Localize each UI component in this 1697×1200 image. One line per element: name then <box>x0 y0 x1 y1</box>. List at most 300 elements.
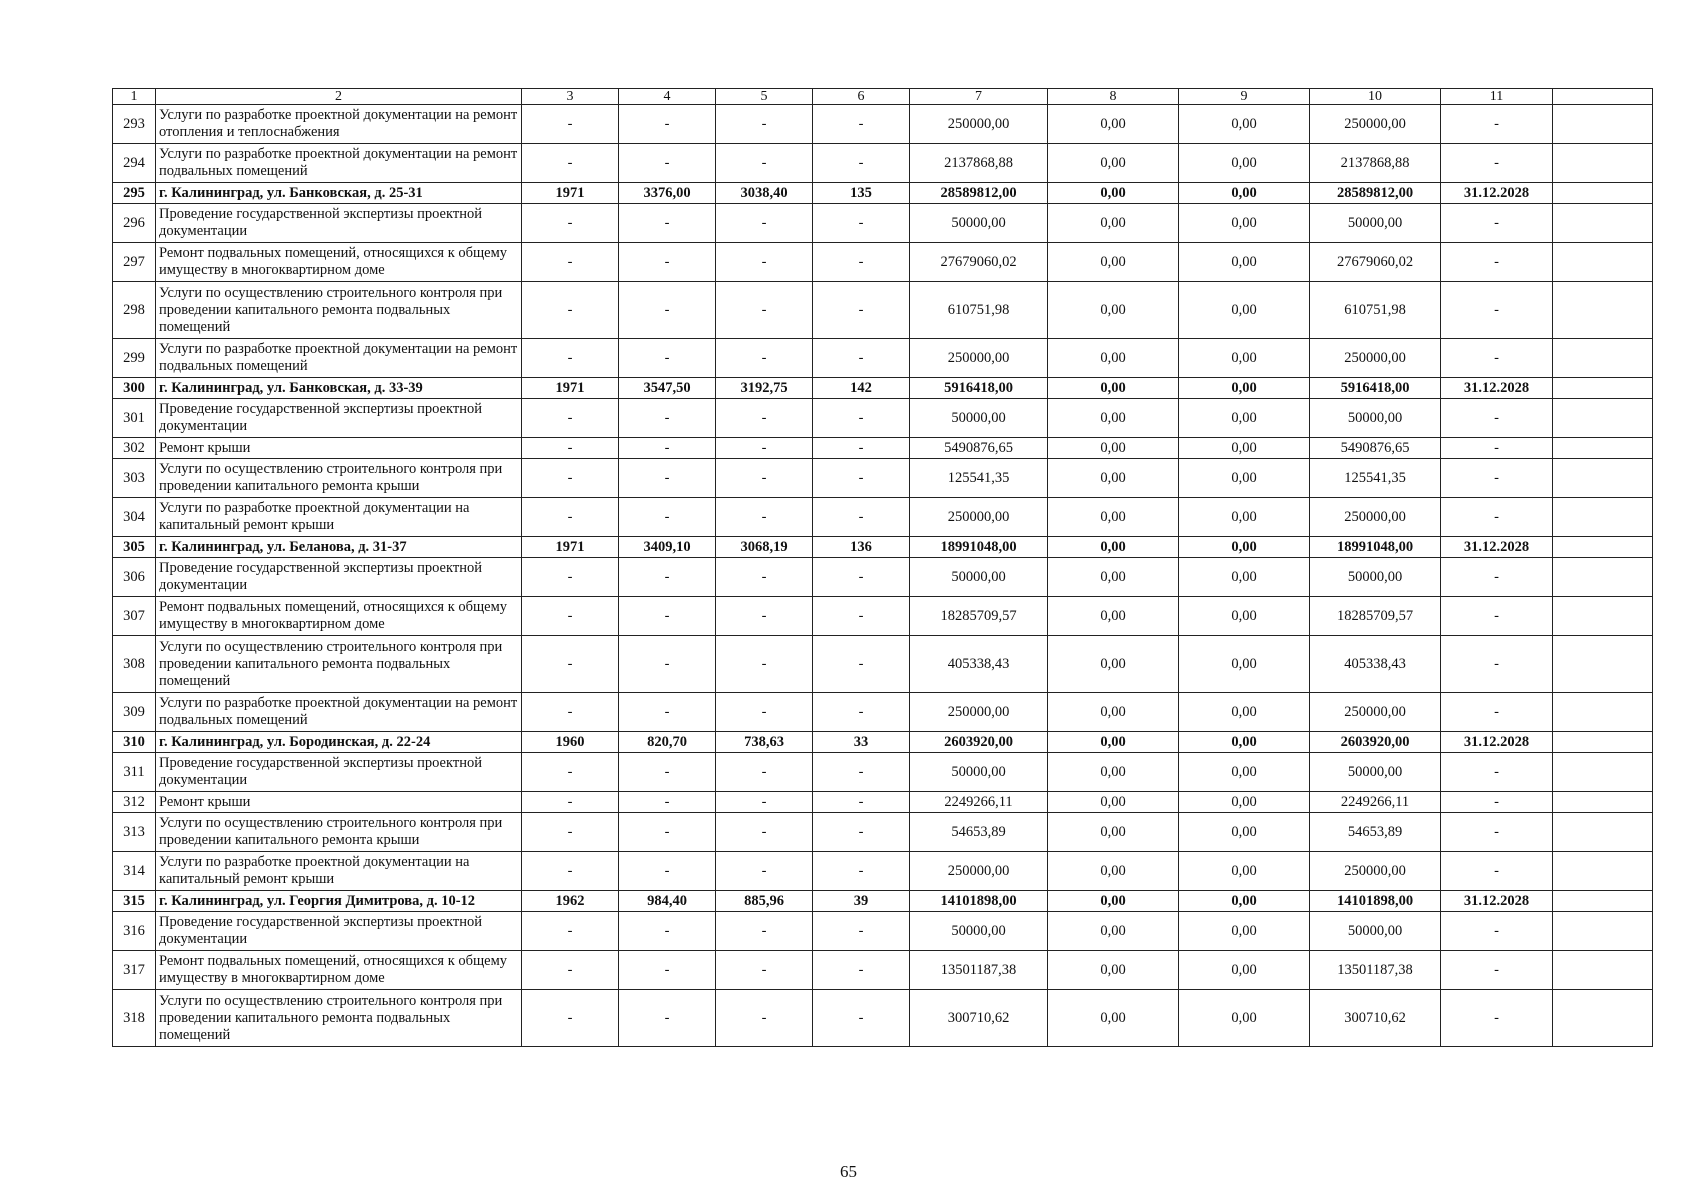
address-row <box>113 891 1653 912</box>
item-name-cell: Услуги по разработке проектной документации на ремонт подвальных помещений <box>156 339 522 378</box>
col6-cell: - <box>813 282 910 339</box>
blank-cell <box>1553 243 1653 282</box>
col7-cell: 50000,00 <box>910 912 1048 951</box>
col6-cell: - <box>813 912 910 951</box>
blank-cell <box>1553 693 1653 732</box>
blank-cell <box>1553 339 1653 378</box>
col7-cell: 27679060,02 <box>910 243 1048 282</box>
item-name-cell: Ремонт подвальных помещений, относящихся к общему имуществу в многоквартирном доме <box>156 243 522 282</box>
table-row <box>113 990 1653 1047</box>
table-row <box>113 813 1653 852</box>
col7-cell: 125541,35 <box>910 459 1048 498</box>
col11-cell: - <box>1441 990 1553 1047</box>
col11-cell: 31.12.2028 <box>1441 537 1553 558</box>
col10-cell: 5916418,00 <box>1310 378 1441 399</box>
col4-cell: - <box>619 951 716 990</box>
col10-cell: 18991048,00 <box>1310 537 1441 558</box>
row-number-cell: 315 <box>113 891 156 912</box>
row-number-cell: 309 <box>113 693 156 732</box>
col9-cell: 0,00 <box>1179 693 1310 732</box>
col4-cell: - <box>619 852 716 891</box>
row-number-cell: 312 <box>113 792 156 813</box>
row-number-cell: 310 <box>113 732 156 753</box>
col5-cell: - <box>716 459 813 498</box>
col3-cell: - <box>522 951 619 990</box>
col4-cell: - <box>619 459 716 498</box>
col8-cell: 0,00 <box>1048 183 1179 204</box>
col10-cell: 13501187,38 <box>1310 951 1441 990</box>
item-name-cell: Услуги по осуществлению строительного контроля при проведении капитального ремонта подвальных помещений <box>156 636 522 693</box>
col6-cell: - <box>813 813 910 852</box>
col6-cell: 39 <box>813 891 910 912</box>
col4-cell: - <box>619 990 716 1047</box>
col7-cell: 5490876,65 <box>910 438 1048 459</box>
table-row <box>113 558 1653 597</box>
row-number-cell: 307 <box>113 597 156 636</box>
row-number-cell: 293 <box>113 105 156 144</box>
col5-cell: - <box>716 243 813 282</box>
table-row <box>113 105 1653 144</box>
col11-cell: 31.12.2028 <box>1441 378 1553 399</box>
blank-cell <box>1553 282 1653 339</box>
table-row <box>113 912 1653 951</box>
col8-cell: 0,00 <box>1048 438 1179 459</box>
col3-cell: - <box>522 912 619 951</box>
col9-cell: 0,00 <box>1179 105 1310 144</box>
col3-cell: 1960 <box>522 732 619 753</box>
col8-cell: 0,00 <box>1048 732 1179 753</box>
col11-cell: - <box>1441 204 1553 243</box>
col11-cell: - <box>1441 243 1553 282</box>
col7-cell: 250000,00 <box>910 852 1048 891</box>
col3-cell: - <box>522 243 619 282</box>
col5-cell: - <box>716 399 813 438</box>
item-name-cell: г. Калининград, ул. Банковская, д. 33-39 <box>156 378 522 399</box>
blank-cell <box>1553 813 1653 852</box>
col4-cell: - <box>619 753 716 792</box>
col6-cell: - <box>813 792 910 813</box>
header-cell-5: 5 <box>716 89 813 105</box>
blank-cell <box>1553 753 1653 792</box>
col9-cell: 0,00 <box>1179 792 1310 813</box>
col4-cell: - <box>619 693 716 732</box>
col8-cell: 0,00 <box>1048 693 1179 732</box>
col9-cell: 0,00 <box>1179 183 1310 204</box>
col3-cell: 1962 <box>522 891 619 912</box>
col5-cell: 3068,19 <box>716 537 813 558</box>
col3-cell: - <box>522 399 619 438</box>
item-name-cell: Услуги по осуществлению строительного контроля при проведении капитального ремонта подвальных помещений <box>156 990 522 1047</box>
col10-cell: 27679060,02 <box>1310 243 1441 282</box>
col6-cell: - <box>813 951 910 990</box>
col4-cell: - <box>619 597 716 636</box>
col8-cell: 0,00 <box>1048 813 1179 852</box>
row-number-cell: 318 <box>113 990 156 1047</box>
col5-cell: - <box>716 753 813 792</box>
col5-cell: - <box>716 282 813 339</box>
col7-cell: 2249266,11 <box>910 792 1048 813</box>
item-name-cell: Услуги по осуществлению строительного контроля при проведении капитального ремонта крыши <box>156 813 522 852</box>
row-number-cell: 297 <box>113 243 156 282</box>
item-name-cell: Проведение государственной экспертизы проектной документации <box>156 753 522 792</box>
table-body <box>113 89 1653 1047</box>
address-row <box>113 732 1653 753</box>
table-row <box>113 597 1653 636</box>
col9-cell: 0,00 <box>1179 204 1310 243</box>
col7-cell: 50000,00 <box>910 558 1048 597</box>
col4-cell: - <box>619 243 716 282</box>
col6-cell: - <box>813 144 910 183</box>
table-row <box>113 438 1653 459</box>
col9-cell: 0,00 <box>1179 912 1310 951</box>
col6-cell: - <box>813 339 910 378</box>
col10-cell: 610751,98 <box>1310 282 1441 339</box>
col10-cell: 50000,00 <box>1310 558 1441 597</box>
col7-cell: 250000,00 <box>910 693 1048 732</box>
col6-cell: 135 <box>813 183 910 204</box>
blank-cell <box>1553 105 1653 144</box>
col10-cell: 250000,00 <box>1310 339 1441 378</box>
address-row <box>113 378 1653 399</box>
col9-cell: 0,00 <box>1179 459 1310 498</box>
row-number-cell: 302 <box>113 438 156 459</box>
col11-cell: - <box>1441 912 1553 951</box>
header-cell-6: 6 <box>813 89 910 105</box>
blank-cell <box>1553 891 1653 912</box>
col9-cell: 0,00 <box>1179 951 1310 990</box>
col5-cell: - <box>716 792 813 813</box>
col8-cell: 0,00 <box>1048 282 1179 339</box>
col8-cell: 0,00 <box>1048 105 1179 144</box>
row-number-cell: 311 <box>113 753 156 792</box>
col10-cell: 2603920,00 <box>1310 732 1441 753</box>
col6-cell: - <box>813 438 910 459</box>
col10-cell: 50000,00 <box>1310 399 1441 438</box>
table-row <box>113 693 1653 732</box>
col10-cell: 250000,00 <box>1310 693 1441 732</box>
item-name-cell: Ремонт подвальных помещений, относящихся к общему имуществу в многоквартирном доме <box>156 597 522 636</box>
col10-cell: 54653,89 <box>1310 813 1441 852</box>
header-cell-11: 11 <box>1441 89 1553 105</box>
col6-cell: - <box>813 459 910 498</box>
col11-cell: - <box>1441 459 1553 498</box>
col10-cell: 28589812,00 <box>1310 183 1441 204</box>
col8-cell: 0,00 <box>1048 144 1179 183</box>
item-name-cell: Проведение государственной экспертизы проектной документации <box>156 558 522 597</box>
col7-cell: 610751,98 <box>910 282 1048 339</box>
col4-cell: - <box>619 399 716 438</box>
col5-cell: 885,96 <box>716 891 813 912</box>
col11-cell: 31.12.2028 <box>1441 732 1553 753</box>
col5-cell: - <box>716 144 813 183</box>
col5-cell: - <box>716 204 813 243</box>
item-name-cell: Услуги по разработке проектной документации на ремонт подвальных помещений <box>156 693 522 732</box>
col9-cell: 0,00 <box>1179 597 1310 636</box>
col3-cell: - <box>522 282 619 339</box>
col8-cell: 0,00 <box>1048 891 1179 912</box>
col11-cell: - <box>1441 438 1553 459</box>
col11-cell: - <box>1441 399 1553 438</box>
item-name-cell: Проведение государственной экспертизы проектной документации <box>156 912 522 951</box>
blank-cell <box>1553 204 1653 243</box>
col6-cell: - <box>813 852 910 891</box>
col11-cell: - <box>1441 813 1553 852</box>
col11-cell: - <box>1441 282 1553 339</box>
col3-cell: - <box>522 693 619 732</box>
col10-cell: 50000,00 <box>1310 204 1441 243</box>
item-name-cell: Ремонт подвальных помещений, относящихся к общему имуществу в многоквартирном доме <box>156 951 522 990</box>
blank-cell <box>1553 183 1653 204</box>
col4-cell: - <box>619 558 716 597</box>
blank-cell <box>1553 537 1653 558</box>
col3-cell: 1971 <box>522 378 619 399</box>
col10-cell: 125541,35 <box>1310 459 1441 498</box>
col4-cell: 3409,10 <box>619 537 716 558</box>
col5-cell: - <box>716 852 813 891</box>
table-row <box>113 951 1653 990</box>
col6-cell: - <box>813 105 910 144</box>
item-name-cell: Услуги по разработке проектной документации на капитальный ремонт крыши <box>156 852 522 891</box>
col7-cell: 250000,00 <box>910 498 1048 537</box>
col9-cell: 0,00 <box>1179 498 1310 537</box>
blank-cell <box>1553 990 1653 1047</box>
col5-cell: - <box>716 498 813 537</box>
col9-cell: 0,00 <box>1179 438 1310 459</box>
col3-cell: - <box>522 558 619 597</box>
col3-cell: - <box>522 753 619 792</box>
blank-cell <box>1553 951 1653 990</box>
col5-cell: 738,63 <box>716 732 813 753</box>
col7-cell: 2603920,00 <box>910 732 1048 753</box>
item-name-cell: Проведение государственной экспертизы проектной документации <box>156 399 522 438</box>
col8-cell: 0,00 <box>1048 339 1179 378</box>
col11-cell: - <box>1441 597 1553 636</box>
col5-cell: - <box>716 990 813 1047</box>
item-name-cell: Ремонт крыши <box>156 438 522 459</box>
col10-cell: 50000,00 <box>1310 753 1441 792</box>
blank-cell <box>1553 852 1653 891</box>
blank-cell <box>1553 144 1653 183</box>
row-number-cell: 316 <box>113 912 156 951</box>
item-name-cell: Услуги по осуществлению строительного контроля при проведении капитального ремонта подвальных помещений <box>156 282 522 339</box>
row-number-cell: 306 <box>113 558 156 597</box>
row-number-cell: 298 <box>113 282 156 339</box>
col10-cell: 250000,00 <box>1310 852 1441 891</box>
table-row <box>113 792 1653 813</box>
col9-cell: 0,00 <box>1179 813 1310 852</box>
item-name-cell: Проведение государственной экспертизы проектной документации <box>156 204 522 243</box>
col3-cell: - <box>522 459 619 498</box>
col7-cell: 5916418,00 <box>910 378 1048 399</box>
col7-cell: 18285709,57 <box>910 597 1048 636</box>
col4-cell: - <box>619 813 716 852</box>
col3-cell: - <box>522 204 619 243</box>
col11-cell: - <box>1441 636 1553 693</box>
row-number-cell: 308 <box>113 636 156 693</box>
address-row <box>113 183 1653 204</box>
row-number-cell: 305 <box>113 537 156 558</box>
col3-cell: 1971 <box>522 183 619 204</box>
col10-cell: 14101898,00 <box>1310 891 1441 912</box>
col9-cell: 0,00 <box>1179 852 1310 891</box>
blank-cell <box>1553 597 1653 636</box>
col9-cell: 0,00 <box>1179 378 1310 399</box>
col7-cell: 13501187,38 <box>910 951 1048 990</box>
row-number-cell: 303 <box>113 459 156 498</box>
blank-cell <box>1553 459 1653 498</box>
table-row <box>113 339 1653 378</box>
col8-cell: 0,00 <box>1048 243 1179 282</box>
col3-cell: - <box>522 438 619 459</box>
col3-cell: - <box>522 144 619 183</box>
col5-cell: 3038,40 <box>716 183 813 204</box>
row-number-cell: 317 <box>113 951 156 990</box>
col8-cell: 0,00 <box>1048 951 1179 990</box>
table-row <box>113 204 1653 243</box>
col7-cell: 250000,00 <box>910 339 1048 378</box>
col6-cell: 136 <box>813 537 910 558</box>
col9-cell: 0,00 <box>1179 753 1310 792</box>
header-cell-7: 7 <box>910 89 1048 105</box>
capital-repair-table <box>112 88 1653 1047</box>
col4-cell: - <box>619 912 716 951</box>
row-number-cell: 295 <box>113 183 156 204</box>
col5-cell: - <box>716 105 813 144</box>
col4-cell: - <box>619 144 716 183</box>
col5-cell: - <box>716 912 813 951</box>
col5-cell: - <box>716 597 813 636</box>
col10-cell: 300710,62 <box>1310 990 1441 1047</box>
col11-cell: - <box>1441 558 1553 597</box>
col11-cell: - <box>1441 852 1553 891</box>
header-cell-9: 9 <box>1179 89 1310 105</box>
item-name-cell: г. Калининград, ул. Беланова, д. 31-37 <box>156 537 522 558</box>
col9-cell: 0,00 <box>1179 558 1310 597</box>
table-row <box>113 852 1653 891</box>
col5-cell: 3192,75 <box>716 378 813 399</box>
col10-cell: 250000,00 <box>1310 498 1441 537</box>
item-name-cell: Услуги по разработке проектной документации на ремонт отопления и теплоснабжения <box>156 105 522 144</box>
col5-cell: - <box>716 339 813 378</box>
header-cell-3: 3 <box>522 89 619 105</box>
blank-cell <box>1553 558 1653 597</box>
col9-cell: 0,00 <box>1179 891 1310 912</box>
col11-cell: 31.12.2028 <box>1441 891 1553 912</box>
col3-cell: - <box>522 852 619 891</box>
col7-cell: 18991048,00 <box>910 537 1048 558</box>
blank-cell <box>1553 498 1653 537</box>
col11-cell: - <box>1441 951 1553 990</box>
col5-cell: - <box>716 558 813 597</box>
col6-cell: - <box>813 399 910 438</box>
row-number-cell: 301 <box>113 399 156 438</box>
col9-cell: 0,00 <box>1179 636 1310 693</box>
col7-cell: 2137868,88 <box>910 144 1048 183</box>
col6-cell: - <box>813 597 910 636</box>
blank-cell <box>1553 438 1653 459</box>
col9-cell: 0,00 <box>1179 339 1310 378</box>
col8-cell: 0,00 <box>1048 990 1179 1047</box>
col11-cell: - <box>1441 792 1553 813</box>
table-row <box>113 243 1653 282</box>
header-cell-blank <box>1553 89 1653 105</box>
col8-cell: 0,00 <box>1048 498 1179 537</box>
col4-cell: - <box>619 339 716 378</box>
col4-cell: 984,40 <box>619 891 716 912</box>
row-number-cell: 294 <box>113 144 156 183</box>
col8-cell: 0,00 <box>1048 378 1179 399</box>
col10-cell: 250000,00 <box>1310 105 1441 144</box>
blank-cell <box>1553 792 1653 813</box>
table-row <box>113 144 1653 183</box>
col8-cell: 0,00 <box>1048 852 1179 891</box>
blank-cell <box>1553 636 1653 693</box>
col4-cell: - <box>619 498 716 537</box>
header-cell-4: 4 <box>619 89 716 105</box>
col11-cell: - <box>1441 693 1553 732</box>
table-row <box>113 399 1653 438</box>
col6-cell: - <box>813 753 910 792</box>
col8-cell: 0,00 <box>1048 597 1179 636</box>
table-row <box>113 636 1653 693</box>
col3-cell: - <box>522 792 619 813</box>
item-name-cell: Ремонт крыши <box>156 792 522 813</box>
header-cell-1: 1 <box>113 89 156 105</box>
col6-cell: - <box>813 498 910 537</box>
col7-cell: 405338,43 <box>910 636 1048 693</box>
col11-cell: - <box>1441 498 1553 537</box>
col7-cell: 28589812,00 <box>910 183 1048 204</box>
table-row <box>113 498 1653 537</box>
col3-cell: - <box>522 813 619 852</box>
col8-cell: 0,00 <box>1048 912 1179 951</box>
item-name-cell: г. Калининград, ул. Георгия Димитрова, д. 10-12 <box>156 891 522 912</box>
col7-cell: 250000,00 <box>910 105 1048 144</box>
col8-cell: 0,00 <box>1048 204 1179 243</box>
col6-cell: - <box>813 636 910 693</box>
row-number-cell: 314 <box>113 852 156 891</box>
col7-cell: 54653,89 <box>910 813 1048 852</box>
col9-cell: 0,00 <box>1179 243 1310 282</box>
item-name-cell: г. Калининград, ул. Банковская, д. 25-31 <box>156 183 522 204</box>
row-number-cell: 299 <box>113 339 156 378</box>
col8-cell: 0,00 <box>1048 792 1179 813</box>
col10-cell: 50000,00 <box>1310 912 1441 951</box>
item-name-cell: Услуги по осуществлению строительного контроля при проведении капитального ремонта крыши <box>156 459 522 498</box>
header-cell-10: 10 <box>1310 89 1441 105</box>
col11-cell: - <box>1441 339 1553 378</box>
col9-cell: 0,00 <box>1179 732 1310 753</box>
col8-cell: 0,00 <box>1048 558 1179 597</box>
col3-cell: - <box>522 597 619 636</box>
col5-cell: - <box>716 636 813 693</box>
col4-cell: 3376,00 <box>619 183 716 204</box>
header-cell-8: 8 <box>1048 89 1179 105</box>
table-row <box>113 282 1653 339</box>
col5-cell: - <box>716 813 813 852</box>
blank-cell <box>1553 399 1653 438</box>
col9-cell: 0,00 <box>1179 537 1310 558</box>
item-name-cell: Услуги по разработке проектной документации на ремонт подвальных помещений <box>156 144 522 183</box>
col11-cell: - <box>1441 144 1553 183</box>
col9-cell: 0,00 <box>1179 144 1310 183</box>
col5-cell: - <box>716 951 813 990</box>
item-name-cell: г. Калининград, ул. Бородинская, д. 22-24 <box>156 732 522 753</box>
col11-cell: - <box>1441 753 1553 792</box>
col9-cell: 0,00 <box>1179 399 1310 438</box>
col8-cell: 0,00 <box>1048 537 1179 558</box>
col3-cell: - <box>522 105 619 144</box>
